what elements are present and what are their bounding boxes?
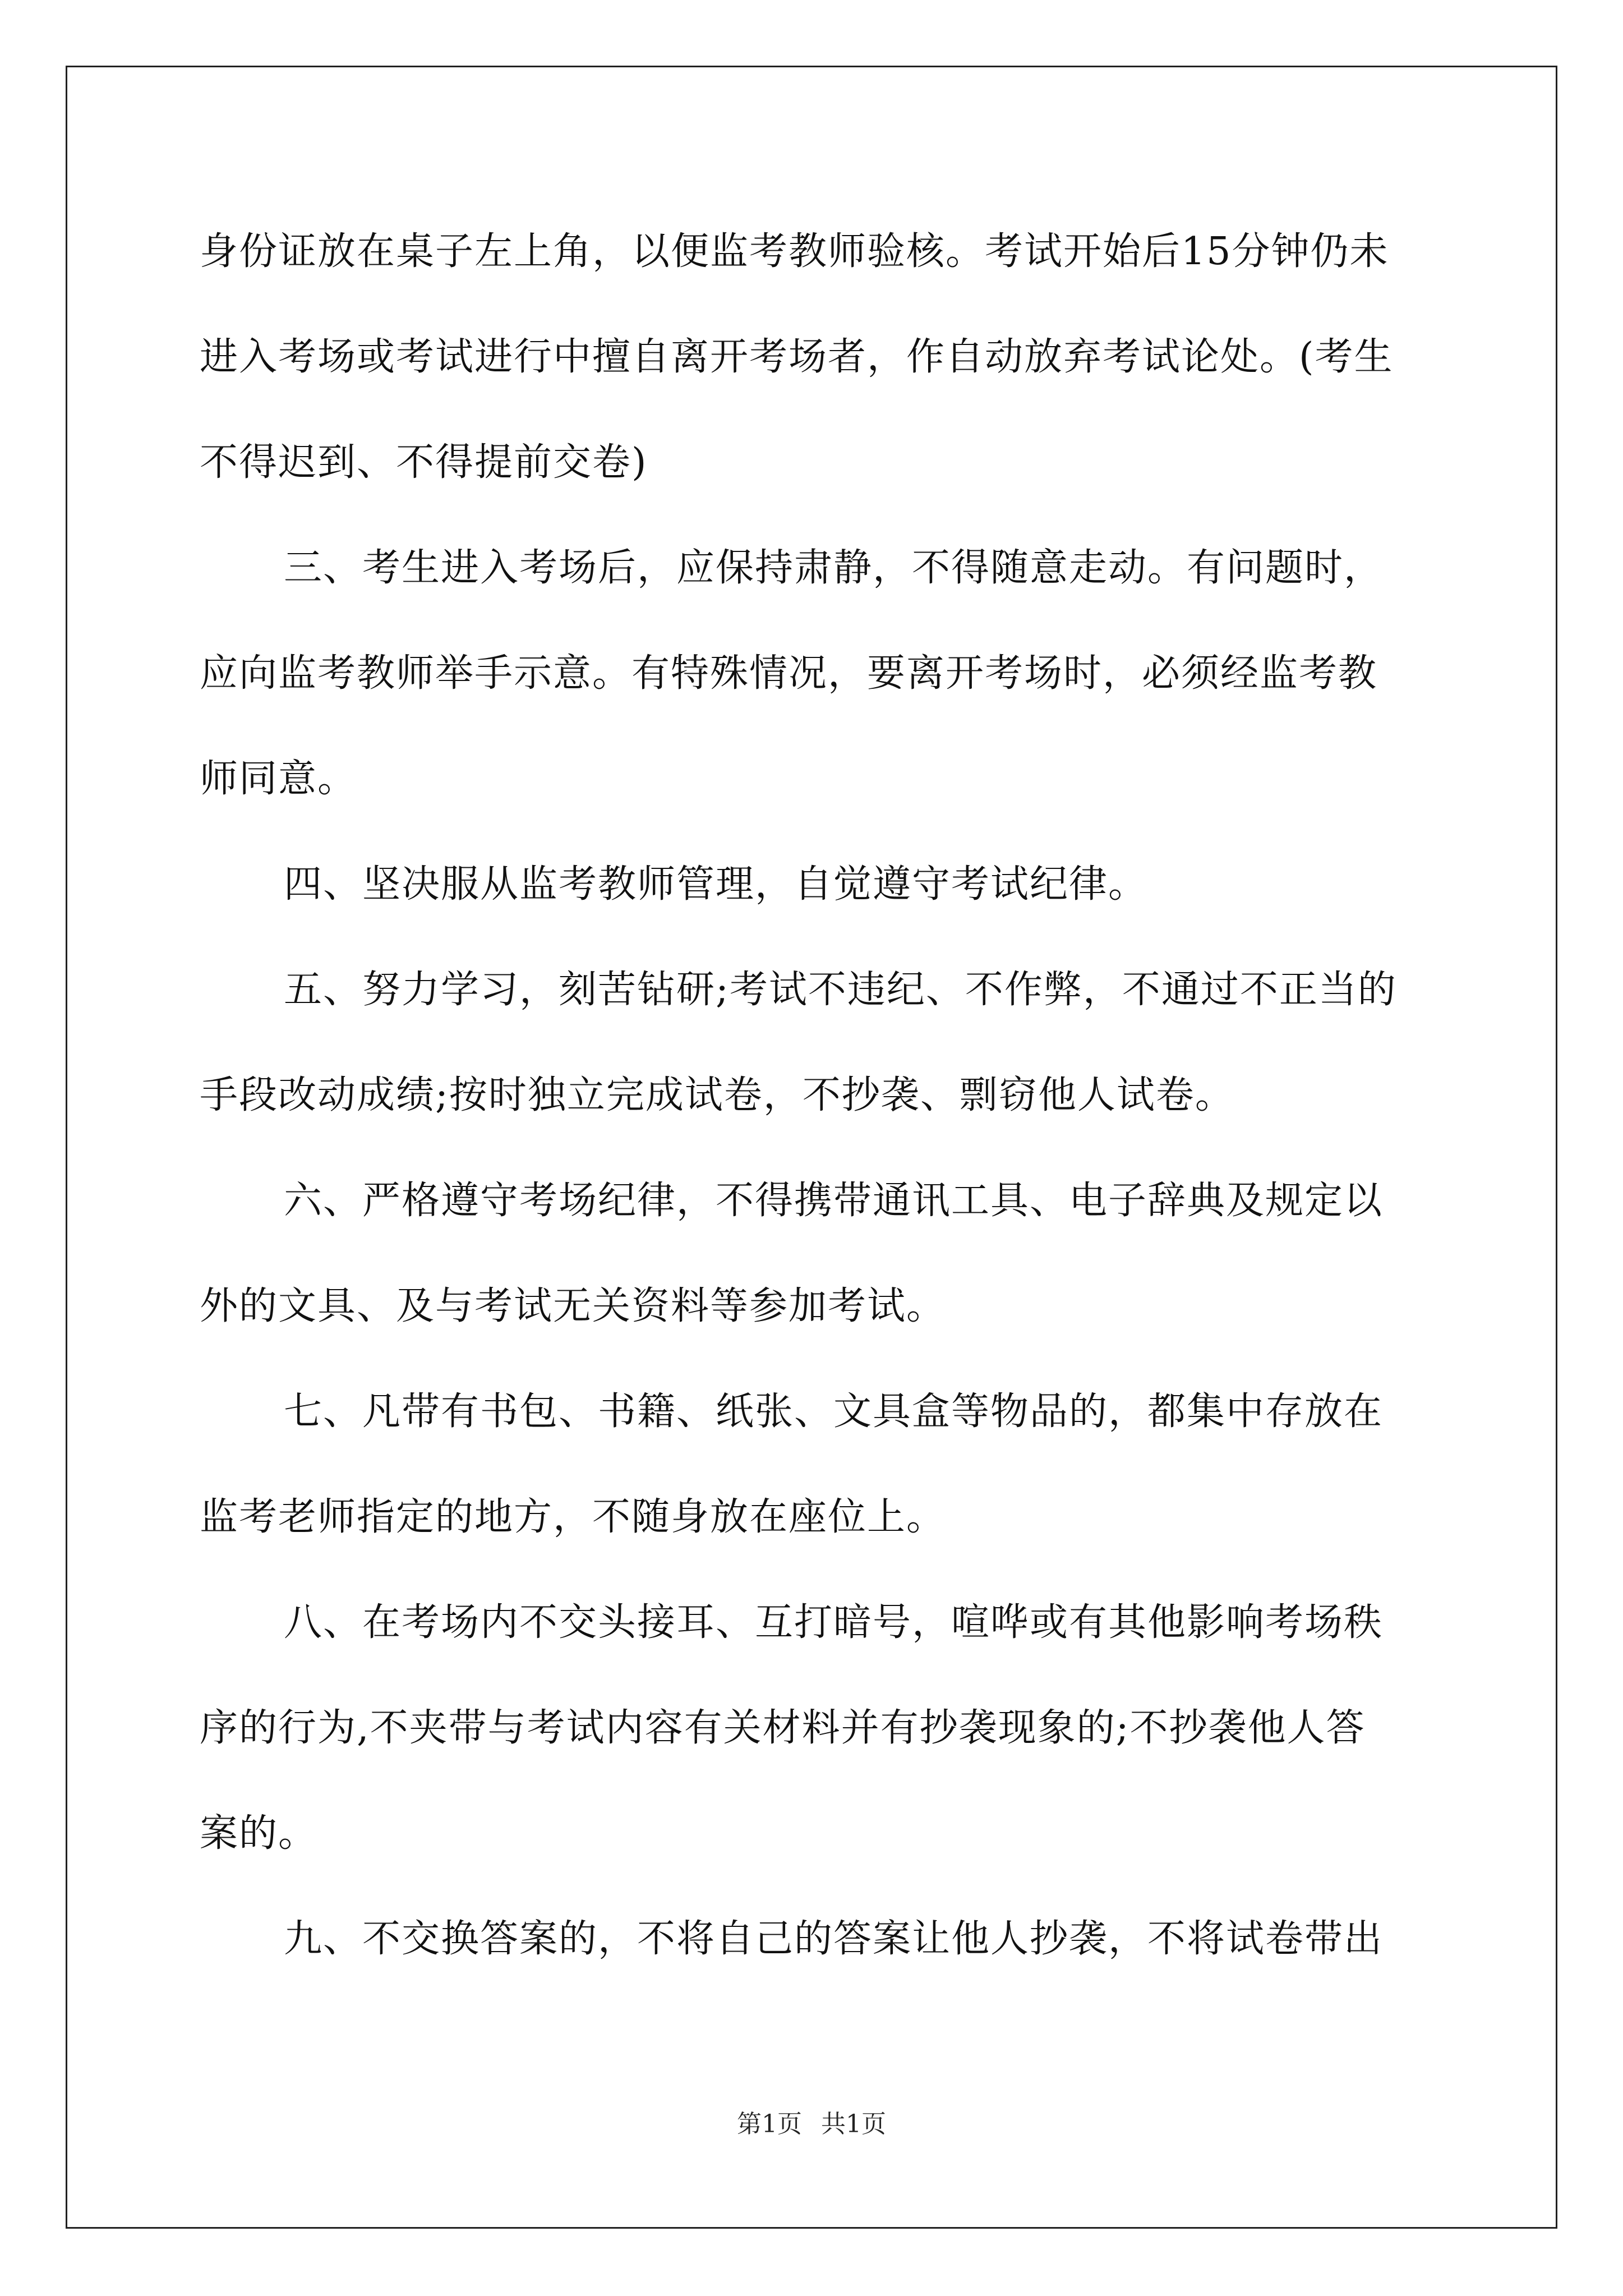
document-body [200, 199, 1427, 1992]
text-line: 外的文具、及与考试无关资料等参加考试。 [200, 1284, 946, 1328]
text-line: 案的。 [200, 1811, 318, 1856]
text-line: 监考老师指定的地方，不随身放在座位上。 [200, 1495, 946, 1539]
text-line: 三、考生进入考场后，应保持肃静，不得随意走动。有问题时， [284, 546, 1384, 590]
page-total: 共1页 [821, 2110, 886, 2138]
text-line: 六、严格遵守考场纪律，不得携带通讯工具、电子辞典及规定以 [284, 1179, 1384, 1223]
text-line: 八、在考场内不交头接耳、互打暗号，喧哗或有其他影响考场秩 [284, 1600, 1384, 1645]
text-line: 五、努力学习，刻苦钻研;考试不违纪、不作弊，不通过不正当的 [284, 968, 1397, 1012]
text-line: 序的行为,不夹带与考试内容有关材料并有抄袭现象的;不抄袭他人答 [200, 1706, 1366, 1750]
text-line: 四、坚决服从监考教师管理，自觉遵守考试纪律。 [284, 862, 1148, 907]
text-line: 师同意。 [200, 757, 357, 801]
page-footer [0, 2104, 1623, 2139]
text-line: 应向监考教师举手示意。有特殊情况，要离开考场时，必须经监考教 [200, 651, 1378, 696]
text-line: 进入考场或考试进行中擅自离开考场者，作自动放弃考试论处。(考生 [200, 335, 1394, 379]
text-line: 九、不交换答案的，不将自己的答案让他人抄袭，不将试卷带出 [284, 1917, 1384, 1961]
text-line: 七、凡带有书包、书籍、纸张、文具盒等物品的，都集中存放在 [284, 1389, 1384, 1434]
text-line: 身份证放在桌子左上角，以便监考教师验核。考试开始后15分钟仍未 [200, 229, 1389, 274]
text-line: 不得迟到、不得提前交卷) [200, 440, 648, 485]
text-line: 手段改动成绩;按时独立完成试卷，不抄袭、剽窃他人试卷。 [200, 1073, 1234, 1117]
page-number: 第1页 [737, 2110, 802, 2138]
